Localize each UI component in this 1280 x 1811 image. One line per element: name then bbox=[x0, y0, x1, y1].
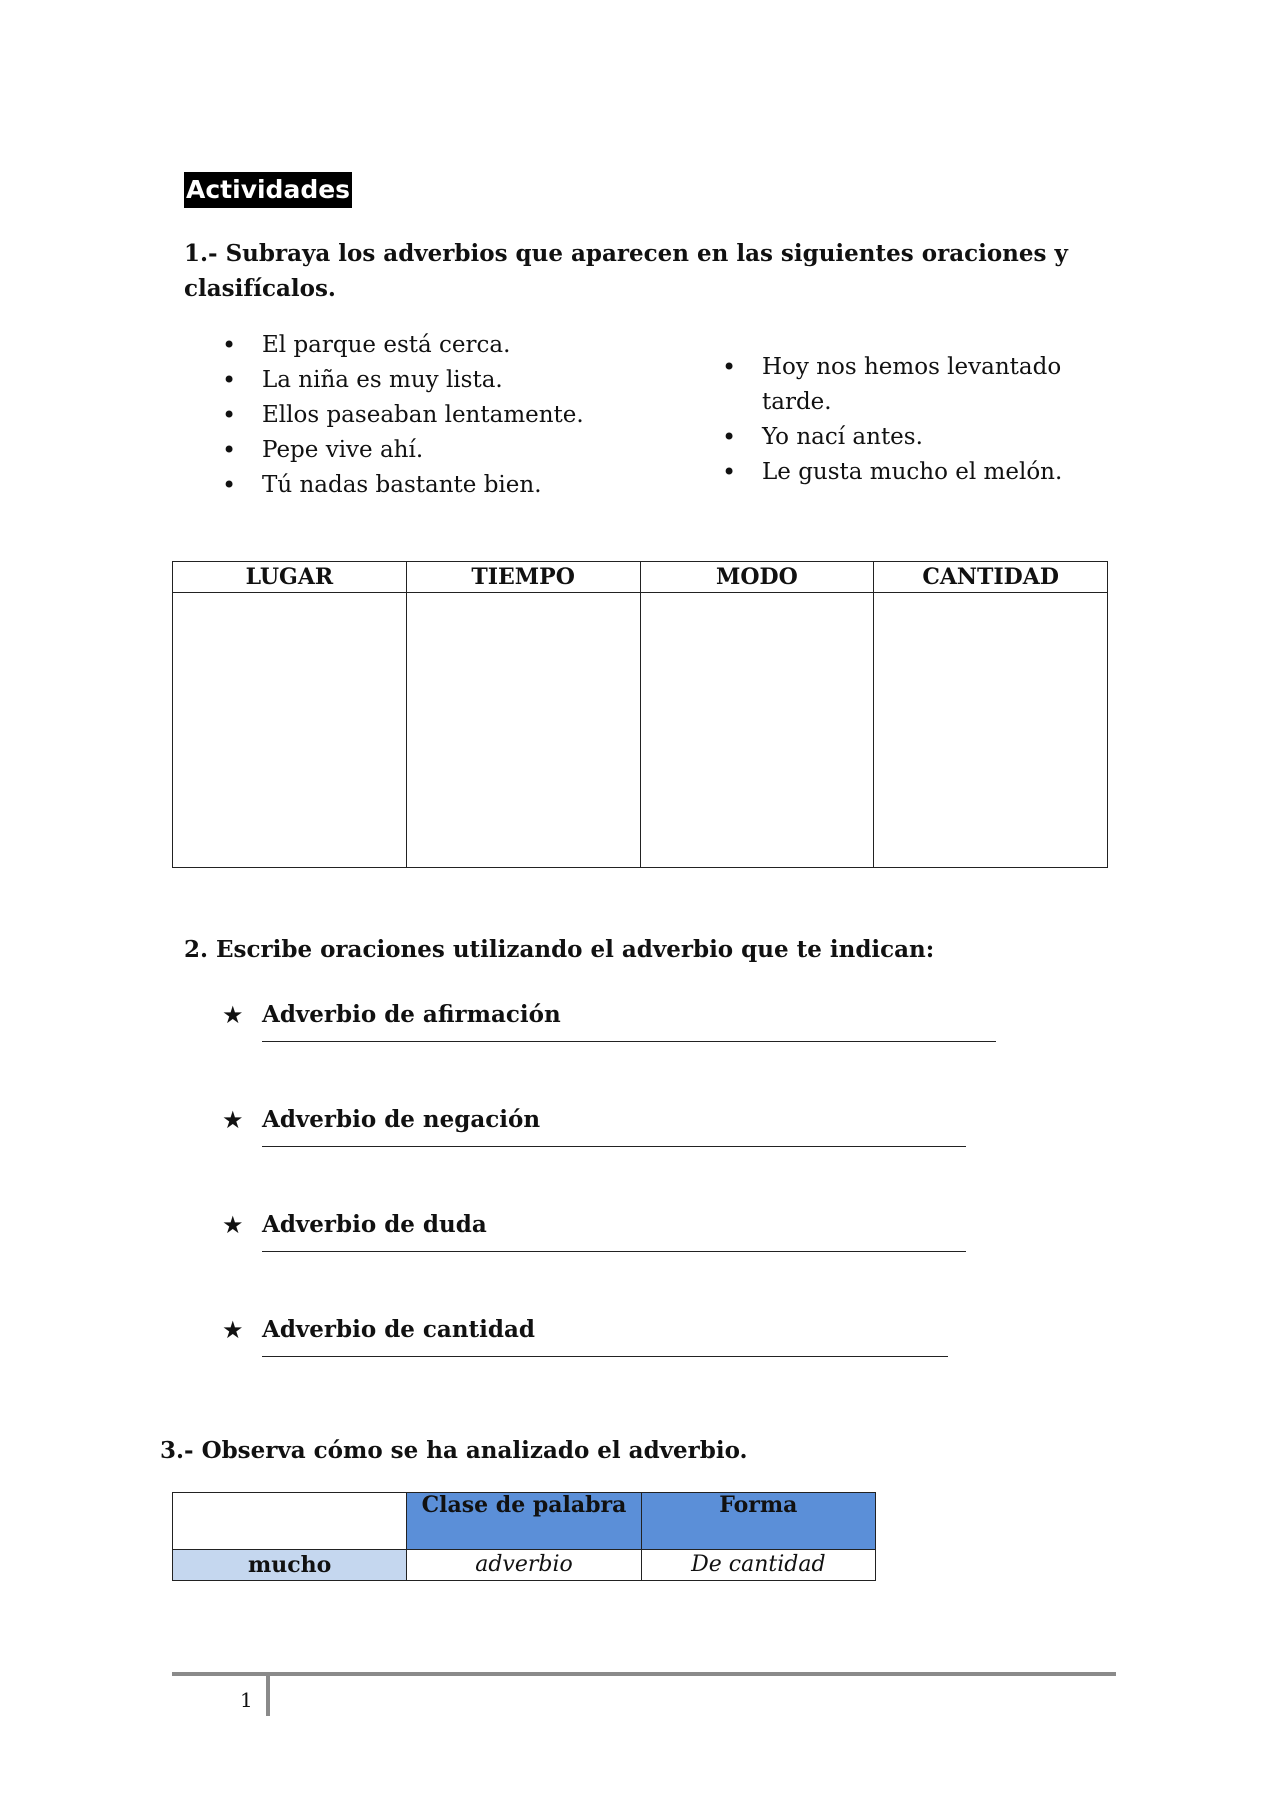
footer-divider bbox=[172, 1672, 1116, 1676]
list-item: • Le gusta mucho el melón. bbox=[684, 455, 1084, 490]
analysis-forma: De cantidad bbox=[641, 1550, 875, 1581]
answer-cell-tiempo[interactable] bbox=[406, 593, 640, 868]
table-header-lugar: LUGAR bbox=[173, 562, 407, 593]
activities-heading: Actividades bbox=[184, 172, 352, 208]
question-2-title: 2. Escribe oraciones utilizando el adverbio que te indican: bbox=[184, 936, 935, 963]
star-icon: ★ bbox=[222, 1106, 244, 1134]
table-header-cantidad: CANTIDAD bbox=[874, 562, 1108, 593]
adverb-label: Adverbio de negación bbox=[262, 1106, 541, 1133]
list-item bbox=[184, 1305, 1084, 1410]
table-row bbox=[173, 1550, 876, 1581]
list-item: • El parque está cerca. bbox=[184, 328, 644, 363]
list-item: • Ellos paseaban lentamente. bbox=[184, 398, 644, 433]
question-1 bbox=[184, 236, 1144, 306]
list-item bbox=[184, 1200, 1084, 1305]
classification-table bbox=[172, 561, 1108, 868]
analysis-header-blank bbox=[173, 1493, 407, 1550]
answer-cell-lugar[interactable] bbox=[173, 593, 407, 868]
star-icon: ★ bbox=[222, 1316, 244, 1344]
question-1-line1: 1.- Subraya los adverbios que aparecen en las siguientes oraciones y bbox=[184, 240, 1068, 267]
answer-line[interactable] bbox=[262, 1251, 966, 1252]
answer-line[interactable] bbox=[262, 1146, 966, 1147]
answer-line[interactable] bbox=[262, 1356, 948, 1357]
list-item: • Pepe vive ahí. bbox=[184, 433, 644, 468]
list-item: • Tú nadas bastante bien. bbox=[184, 468, 644, 503]
list-item bbox=[184, 1095, 1084, 1200]
adverb-label: Adverbio de afirmación bbox=[262, 1001, 561, 1028]
question-1-line2: clasifícalos. bbox=[184, 275, 336, 302]
adverb-writing-list bbox=[184, 990, 1084, 1410]
footer-tick bbox=[266, 1672, 270, 1716]
sentence-list-left bbox=[184, 328, 644, 503]
star-icon: ★ bbox=[222, 1211, 244, 1239]
list-item: • Yo nací antes. bbox=[684, 420, 1084, 455]
page-number: 1 bbox=[240, 1688, 253, 1712]
question-3-title: 3.- Observa cómo se ha analizado el adverbio. bbox=[160, 1437, 748, 1464]
table-header-tiempo: TIEMPO bbox=[406, 562, 640, 593]
table-header-modo: MODO bbox=[640, 562, 874, 593]
answer-cell-modo[interactable] bbox=[640, 593, 874, 868]
analysis-header-clase: Clase de palabra bbox=[407, 1493, 641, 1550]
list-item bbox=[184, 990, 1084, 1095]
sentence-list-right bbox=[684, 350, 1084, 490]
analysis-header-forma: Forma bbox=[641, 1493, 875, 1550]
answer-cell-cantidad[interactable] bbox=[874, 593, 1108, 868]
list-item: • La niña es muy lista. bbox=[184, 363, 644, 398]
answer-line[interactable] bbox=[262, 1041, 996, 1042]
analysis-clase: adverbio bbox=[407, 1550, 641, 1581]
list-item: • Hoy nos hemos levantado tarde. bbox=[684, 350, 1084, 420]
adverb-label: Adverbio de duda bbox=[262, 1211, 487, 1238]
analysis-word: mucho bbox=[173, 1550, 407, 1581]
star-icon: ★ bbox=[222, 1001, 244, 1029]
analysis-table bbox=[172, 1492, 876, 1581]
adverb-label: Adverbio de cantidad bbox=[262, 1316, 535, 1343]
